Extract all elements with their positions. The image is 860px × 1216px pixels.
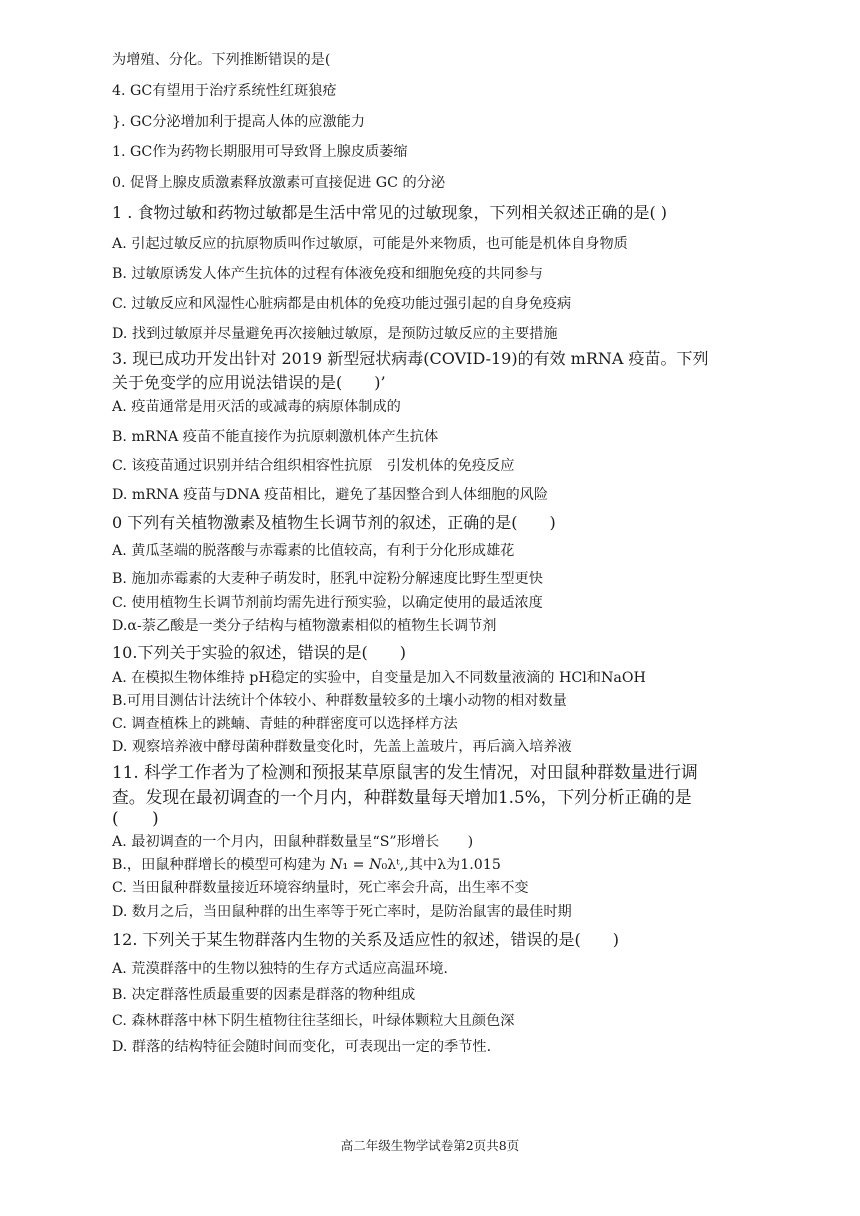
page-footer: 高二年级生物学试卷第2页共8页 bbox=[340, 1138, 520, 1153]
line-19: C. 使用植物生长调节剂前均需先进行预实验，以确定使用的最适浓度 bbox=[112, 595, 543, 611]
line-3: 1. GC作为药物长期服用可导致肾上腺皮质萎缩 bbox=[112, 144, 408, 160]
line-30: B.，田鼠种群增长的模型可构建为 𝑁₁ = 𝑁₀λᵗ,,其中λ为1.015 bbox=[112, 857, 501, 873]
line-25: D. 观察培养液中酵母菌种群数量变化时，先盖上盖玻片，再后滴入培养液 bbox=[112, 739, 572, 755]
line-6: A. 引起过敏反应的抗原物质叫作过敏原，可能是外来物质，也可能是机体自身物质 bbox=[112, 236, 628, 252]
line-12: A. 疫苗通常是用灭活的或减毒的病原体制成的 bbox=[112, 399, 401, 415]
line-11: 关于免变学的应用说法错误的是( )’ bbox=[112, 373, 386, 392]
line-28: ( ) bbox=[112, 808, 159, 828]
line-34: A. 荒漠群落中的生物以独特的生存方式适应高温环境. bbox=[112, 961, 448, 977]
line-26: 11. 科学工作者为了检测和预报某草原鼠害的发生情况，对田鼠种群数量进行调 bbox=[112, 762, 698, 782]
line-18: B. 施加赤霉素的大麦种子萌发时，胚乳中淀粉分解速度比野生型更快 bbox=[112, 571, 543, 587]
line-9: D. 找到过敏原并尽量避免再次接触过敏原，是预防过敏反应的主要措施 bbox=[112, 326, 558, 342]
line-29: A. 最初调查的一个月内，田鼠种群数量呈“S”形增长 ) bbox=[112, 834, 474, 850]
line-27: 查。发现在最初调查的一个月内，种群数量每天增加1.5%，下列分析正确的是 bbox=[112, 787, 692, 807]
line-21: 10.下列关于实验的叙述，错误的是( ) bbox=[112, 643, 406, 662]
line-14: C. 该疫苗通过识别并结合组织相容性抗原 引发机体的免疫反应 bbox=[112, 458, 515, 474]
line-0: 为增殖、分化。下列推断错误的是( bbox=[112, 52, 331, 68]
line-17: A. 黄瓜茎端的脱落酸与赤霉素的比值较高，有利于分化形成雄花 bbox=[112, 543, 515, 559]
line-32: D. 数月之后，当田鼠种群的出生率等于死亡率时，是防治鼠害的最佳时期 bbox=[112, 904, 572, 920]
line-2: }. GC分泌增加利于提高人体的应激能力 bbox=[112, 114, 366, 130]
line-20: D.α-萘乙酸是一类分子结构与植物激素相似的植物生长调节剂 bbox=[112, 618, 497, 634]
line-36: C. 森林群落中林下阴生植物往往茎细长，叶绿体颗粒大且颜色深 bbox=[112, 1013, 515, 1029]
line-4: 0. 促肾上腺皮质激素释放激素可直接促进 GC 的分泌 bbox=[112, 175, 446, 191]
line-24: C. 调查植株上的跳蝻、青蛙的种群密度可以选择样方法 bbox=[112, 716, 458, 732]
line-7: B. 过敏原诱发人体产生抗体的过程有体液免疫和细胞免疫的共同参与 bbox=[112, 266, 543, 282]
line-1: 4. GC有望用于治疗系统性红斑狼疮 bbox=[112, 83, 337, 99]
line-8: C. 过敏反应和风湿性心脏病都是由机体的免疫功能过强引起的自身免疫病 bbox=[112, 296, 572, 312]
line-33: 12. 下列关于某生物群落内生物的关系及适应性的叙述，错误的是( ) bbox=[112, 930, 620, 949]
line-35: B. 决定群落性质最重要的因素是群落的物种组成 bbox=[112, 987, 416, 1003]
line-23: B.可用目测估计法统计个体较小、种群数量较多的土壤小动物的相对数量 bbox=[112, 693, 567, 709]
line-37: D. 群落的结构特征会随时间而变化，可表现出一定的季节性. bbox=[112, 1039, 492, 1055]
line-22: A. 在模拟生物体维持 pH稳定的实验中，自变量是加入不同数量液滴的 HCl和NaOH bbox=[112, 670, 646, 686]
line-10: 3. 现已成功开发出针对 2019 新型冠状病毒(COVID-19)的有效 mRNA 疫苗。下列 bbox=[112, 349, 709, 368]
line-31: C. 当田鼠种群数量接近环境容纳量时，死亡率会升高，出生率不变 bbox=[112, 880, 529, 896]
line-15: D. mRNA 疫苗与DNA 疫苗相比，避免了基因整合到人体细胞的风险 bbox=[112, 487, 549, 503]
line-5: 1 . 食物过敏和药物过敏都是生活中常见的过敏现象，下列相关叙述正确的是( ) bbox=[112, 203, 668, 222]
line-13: B. mRNA 疫苗不能直接作为抗原刺激机体产生抗体 bbox=[112, 429, 439, 445]
line-16: 0 下列有关植物激素及植物生长调节剂的叙述，正确的是( ) bbox=[112, 513, 556, 532]
